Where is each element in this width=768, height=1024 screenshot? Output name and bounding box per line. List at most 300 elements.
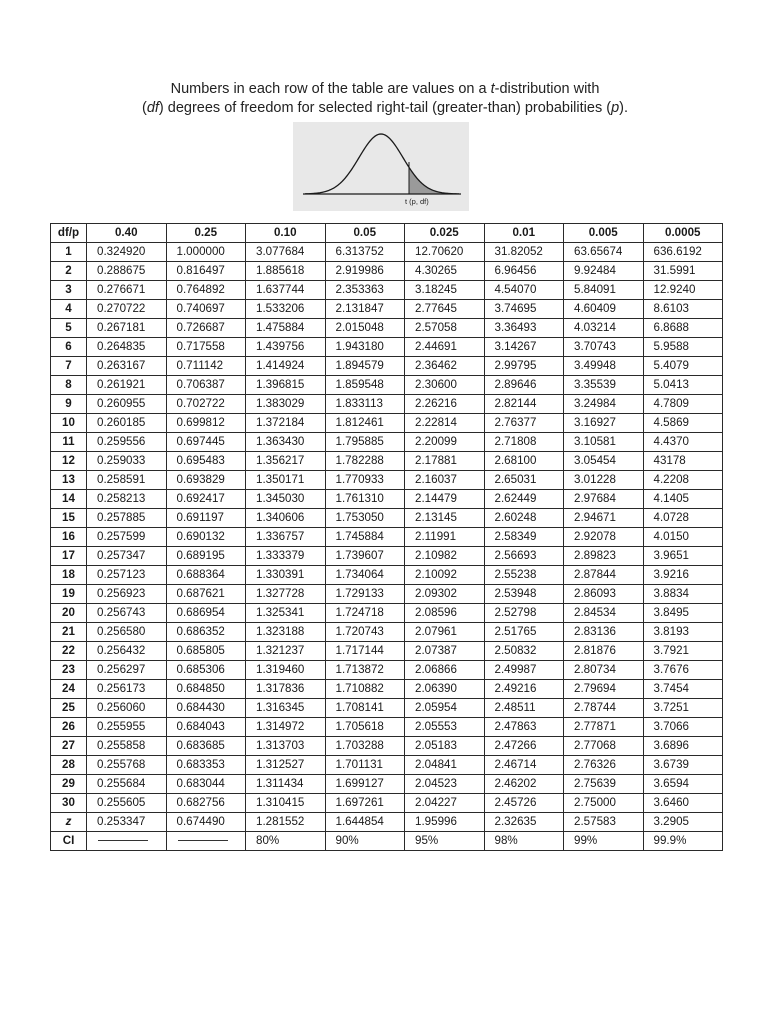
table-cell: 2.75000	[564, 794, 644, 813]
table-cell: 2.77871	[564, 718, 644, 737]
table-body	[51, 243, 723, 851]
table-cell: 0.324920	[87, 243, 167, 262]
table-cell: 1.319460	[246, 661, 326, 680]
table-cell: 0.690132	[166, 528, 246, 547]
table-row	[51, 376, 723, 395]
table-cell: 0.688364	[166, 566, 246, 585]
table-cell: 31.5991	[643, 262, 723, 281]
table-cell: 1.812461	[325, 414, 405, 433]
table-cell: 1.311434	[246, 775, 326, 794]
table-cell: 3.6739	[643, 756, 723, 775]
table-row	[51, 832, 723, 851]
table-cell: 4.5869	[643, 414, 723, 433]
row-label: 12	[51, 452, 87, 471]
table-cell: 3.6896	[643, 737, 723, 756]
table-cell: 63.65674	[564, 243, 644, 262]
table-cell: 2.07961	[405, 623, 485, 642]
table-cell: 1.697261	[325, 794, 405, 813]
table-cell	[87, 832, 167, 851]
table-cell: 0.259033	[87, 452, 167, 471]
table-cell: 3.9651	[643, 547, 723, 566]
table-cell: 2.86093	[564, 585, 644, 604]
table-cell: 1.770933	[325, 471, 405, 490]
table-cell: 3.2905	[643, 813, 723, 832]
row-label: 1	[51, 243, 87, 262]
table-cell: 3.7454	[643, 680, 723, 699]
table-cell: 90%	[325, 832, 405, 851]
table-cell: 0.687621	[166, 585, 246, 604]
table-cell: 4.54070	[484, 281, 564, 300]
caption-text: ) degrees of freedom for selected right-tail (greater-than) probabilities (	[158, 100, 612, 116]
table-cell: 0.270722	[87, 300, 167, 319]
table-cell: 3.24984	[564, 395, 644, 414]
table-cell: 1.703288	[325, 737, 405, 756]
table-row	[51, 509, 723, 528]
table-cell: 2.57058	[405, 319, 485, 338]
caption-p-symbol: p	[611, 100, 620, 116]
table-cell: 1.414924	[246, 357, 326, 376]
table-cell: 0.682756	[166, 794, 246, 813]
table-cell: 0.255955	[87, 718, 167, 737]
table-cell: 1.475884	[246, 319, 326, 338]
row-label: 9	[51, 395, 87, 414]
table-cell: 3.36493	[484, 319, 564, 338]
table-row	[51, 604, 723, 623]
table-cell: 1.943180	[325, 338, 405, 357]
table-cell: 1.313703	[246, 737, 326, 756]
row-label: 23	[51, 661, 87, 680]
table-cell: 8.6103	[643, 300, 723, 319]
table-cell: 3.05454	[564, 452, 644, 471]
table-cell: 3.7676	[643, 661, 723, 680]
caption-text: -distribution with	[494, 81, 600, 97]
table-cell: 4.4370	[643, 433, 723, 452]
table-cell: 2.06866	[405, 661, 485, 680]
table-row	[51, 661, 723, 680]
table-cell: 2.04841	[405, 756, 485, 775]
table-cell: 2.05553	[405, 718, 485, 737]
table-cell: 0.256173	[87, 680, 167, 699]
row-label: 10	[51, 414, 87, 433]
table-cell: 0.260955	[87, 395, 167, 414]
table-cell: 636.6192	[643, 243, 723, 262]
table-cell: 1.859548	[325, 376, 405, 395]
table-cell: 2.99795	[484, 357, 564, 376]
table-cell: 2.75639	[564, 775, 644, 794]
table-row	[51, 813, 723, 832]
table-cell: 0.257885	[87, 509, 167, 528]
table-row	[51, 414, 723, 433]
table-cell: 1.312527	[246, 756, 326, 775]
table-cell: 3.70743	[564, 338, 644, 357]
table-cell: 2.62449	[484, 490, 564, 509]
table-cell: 3.7066	[643, 718, 723, 737]
table-cell: 6.96456	[484, 262, 564, 281]
table-cell: 0.255605	[87, 794, 167, 813]
table-cell: 2.16037	[405, 471, 485, 490]
column-header: 0.005	[564, 224, 644, 243]
table-cell: 3.9216	[643, 566, 723, 585]
table-cell: 3.6460	[643, 794, 723, 813]
table-cell: 0.691197	[166, 509, 246, 528]
table-cell: 1.336757	[246, 528, 326, 547]
table-cell: 0.711142	[166, 357, 246, 376]
table-cell: 0.699812	[166, 414, 246, 433]
table-cell: 0.685306	[166, 661, 246, 680]
table-cell: 2.77645	[405, 300, 485, 319]
table-cell: 0.684430	[166, 699, 246, 718]
row-label: 15	[51, 509, 87, 528]
table-row	[51, 623, 723, 642]
table-cell: 2.56693	[484, 547, 564, 566]
table-cell: 0.288675	[87, 262, 167, 281]
table-cell: 31.82052	[484, 243, 564, 262]
table-cell: 0.253347	[87, 813, 167, 832]
table-cell: 2.79694	[564, 680, 644, 699]
table-caption	[90, 80, 680, 118]
table-cell: 0.261921	[87, 376, 167, 395]
critical-value-label: t (p, df)	[405, 197, 429, 206]
row-label: 2	[51, 262, 87, 281]
table-cell: 1.885618	[246, 262, 326, 281]
table-cell: 3.6594	[643, 775, 723, 794]
table-cell: 1.745884	[325, 528, 405, 547]
table-cell: 0.692417	[166, 490, 246, 509]
table-cell: 2.82144	[484, 395, 564, 414]
table-row	[51, 338, 723, 357]
table-cell: 1.637744	[246, 281, 326, 300]
bell-curve	[305, 134, 459, 194]
table-row	[51, 642, 723, 661]
row-label: 25	[51, 699, 87, 718]
table-cell: 12.9240	[643, 281, 723, 300]
table-cell: 2.57583	[564, 813, 644, 832]
table-cell: 2.10982	[405, 547, 485, 566]
table-row	[51, 737, 723, 756]
table-cell: 2.05183	[405, 737, 485, 756]
table-row	[51, 395, 723, 414]
table-cell: 1.701131	[325, 756, 405, 775]
table-cell: 2.49216	[484, 680, 564, 699]
table-cell: 3.8834	[643, 585, 723, 604]
table-cell: 3.74695	[484, 300, 564, 319]
table-cell: 2.26216	[405, 395, 485, 414]
table-cell: 1.310415	[246, 794, 326, 813]
table-row	[51, 281, 723, 300]
table-cell: 5.9588	[643, 338, 723, 357]
table-cell: 2.13145	[405, 509, 485, 528]
table-cell: 0.684043	[166, 718, 246, 737]
table-cell: 1.340606	[246, 509, 326, 528]
table-cell: 2.131847	[325, 300, 405, 319]
table-cell: 1.644854	[325, 813, 405, 832]
table-cell: 2.84534	[564, 604, 644, 623]
table-cell: 0.702722	[166, 395, 246, 414]
table-cell: 2.81876	[564, 642, 644, 661]
row-label: 8	[51, 376, 87, 395]
column-header: 0.0005	[643, 224, 723, 243]
column-header: 0.25	[166, 224, 246, 243]
table-cell: 1.894579	[325, 357, 405, 376]
table-cell: 0.684850	[166, 680, 246, 699]
table-cell: 2.48511	[484, 699, 564, 718]
table-cell: 1.321237	[246, 642, 326, 661]
table-cell: 3.7921	[643, 642, 723, 661]
table-cell: 2.04523	[405, 775, 485, 794]
dash-placeholder	[98, 840, 148, 841]
row-label: 16	[51, 528, 87, 547]
t-distribution-curve-figure	[293, 122, 469, 211]
table-cell: 2.47266	[484, 737, 564, 756]
table-cell: 0.256060	[87, 699, 167, 718]
table-cell: 1.350171	[246, 471, 326, 490]
table-row	[51, 699, 723, 718]
table-cell: 0.764892	[166, 281, 246, 300]
caption-text: Numbers in each row of the table are values on a	[170, 81, 491, 97]
table-cell: 1.95996	[405, 813, 485, 832]
table-cell: 2.94671	[564, 509, 644, 528]
table-cell: 3.14267	[484, 338, 564, 357]
column-header: 0.10	[246, 224, 326, 243]
table-cell: 2.14479	[405, 490, 485, 509]
table-cell: 2.353363	[325, 281, 405, 300]
table-row	[51, 490, 723, 509]
right-tail-shaded-area	[409, 167, 459, 194]
table-cell: 2.015048	[325, 319, 405, 338]
table-cell: 0.255858	[87, 737, 167, 756]
row-label: 13	[51, 471, 87, 490]
table-header	[51, 224, 723, 243]
row-label: 27	[51, 737, 87, 756]
caption-t-symbol: t	[490, 81, 495, 97]
table-cell: 4.7809	[643, 395, 723, 414]
table-cell: 0.697445	[166, 433, 246, 452]
table-cell: 2.51765	[484, 623, 564, 642]
table-cell: 6.8688	[643, 319, 723, 338]
row-label: z	[51, 813, 87, 832]
table-row	[51, 547, 723, 566]
table-cell: 2.20099	[405, 433, 485, 452]
table-cell: 1.710882	[325, 680, 405, 699]
table-cell: 2.71808	[484, 433, 564, 452]
row-label: 11	[51, 433, 87, 452]
table-cell: 0.257123	[87, 566, 167, 585]
row-label: CI	[51, 832, 87, 851]
table-cell: 9.92484	[564, 262, 644, 281]
table-cell: 1.705618	[325, 718, 405, 737]
table-cell: 1.739607	[325, 547, 405, 566]
table-cell: 2.77068	[564, 737, 644, 756]
table-row	[51, 452, 723, 471]
table-cell: 0.256923	[87, 585, 167, 604]
table-cell: 0.685805	[166, 642, 246, 661]
row-label: 6	[51, 338, 87, 357]
table-cell: 2.05954	[405, 699, 485, 718]
table-cell: 1.383029	[246, 395, 326, 414]
table-cell: 1.713872	[325, 661, 405, 680]
row-label: 4	[51, 300, 87, 319]
table-cell: 2.53948	[484, 585, 564, 604]
table-cell: 0.264835	[87, 338, 167, 357]
dash-placeholder	[178, 840, 228, 841]
table-cell: 4.0728	[643, 509, 723, 528]
table-row	[51, 433, 723, 452]
t-distribution-table	[50, 223, 723, 851]
table-row	[51, 319, 723, 338]
table-cell: 4.60409	[564, 300, 644, 319]
table-cell: 2.68100	[484, 452, 564, 471]
table-cell: 2.83136	[564, 623, 644, 642]
table-row	[51, 300, 723, 319]
table-cell: 1.325341	[246, 604, 326, 623]
row-label: 28	[51, 756, 87, 775]
table-cell: 2.46202	[484, 775, 564, 794]
row-label: 29	[51, 775, 87, 794]
table-cell: 0.686954	[166, 604, 246, 623]
table-cell: 1.333379	[246, 547, 326, 566]
table-cell: 5.0413	[643, 376, 723, 395]
row-label: 17	[51, 547, 87, 566]
table-cell: 0.259556	[87, 433, 167, 452]
table-cell: 1.330391	[246, 566, 326, 585]
table-cell: 0.717558	[166, 338, 246, 357]
row-label: 20	[51, 604, 87, 623]
table-cell: 2.50832	[484, 642, 564, 661]
table-cell: 43178	[643, 452, 723, 471]
table-cell: 1.720743	[325, 623, 405, 642]
table-cell: 2.76377	[484, 414, 564, 433]
table-cell: 2.87844	[564, 566, 644, 585]
table-cell: 99.9%	[643, 832, 723, 851]
table-cell: 2.10092	[405, 566, 485, 585]
table-cell: 2.78744	[564, 699, 644, 718]
table-cell: 1.356217	[246, 452, 326, 471]
table-cell: 1.345030	[246, 490, 326, 509]
row-label: 19	[51, 585, 87, 604]
row-label: 21	[51, 623, 87, 642]
caption-line-2	[90, 99, 680, 118]
table-cell: 3.01228	[564, 471, 644, 490]
table-cell: 4.2208	[643, 471, 723, 490]
table-cell: 3.18245	[405, 281, 485, 300]
table-cell: 2.07387	[405, 642, 485, 661]
table-cell: 1.753050	[325, 509, 405, 528]
table-cell: 2.65031	[484, 471, 564, 490]
table-cell: 0.257347	[87, 547, 167, 566]
table-cell: 1.699127	[325, 775, 405, 794]
table-cell: 0.276671	[87, 281, 167, 300]
table-cell: 0.255768	[87, 756, 167, 775]
table-cell: 0.256297	[87, 661, 167, 680]
table-row	[51, 718, 723, 737]
column-header: 0.025	[405, 224, 485, 243]
table-cell: 3.8495	[643, 604, 723, 623]
table-cell: 2.22814	[405, 414, 485, 433]
column-header: 0.40	[87, 224, 167, 243]
table-cell: 2.76326	[564, 756, 644, 775]
table-cell: 3.8193	[643, 623, 723, 642]
table-cell: 1.795885	[325, 433, 405, 452]
table-cell: 0.726687	[166, 319, 246, 338]
table-cell: 2.36462	[405, 357, 485, 376]
table-cell: 2.47863	[484, 718, 564, 737]
caption-text: ).	[619, 100, 628, 116]
table-cell: 0.695483	[166, 452, 246, 471]
table-cell: 4.1405	[643, 490, 723, 509]
column-header: 0.05	[325, 224, 405, 243]
table-cell: 2.09302	[405, 585, 485, 604]
table-cell: 0.257599	[87, 528, 167, 547]
table-cell: 4.30265	[405, 262, 485, 281]
caption-line-1	[90, 80, 680, 99]
table-cell: 2.04227	[405, 794, 485, 813]
table-row	[51, 471, 723, 490]
table-cell: 0.255684	[87, 775, 167, 794]
table-cell: 0.256743	[87, 604, 167, 623]
table-cell: 1.724718	[325, 604, 405, 623]
table-cell: 2.06390	[405, 680, 485, 699]
table-cell: 2.919986	[325, 262, 405, 281]
table-cell: 0.674490	[166, 813, 246, 832]
table-cell: 1.317836	[246, 680, 326, 699]
table-cell: 1.000000	[166, 243, 246, 262]
row-label: 7	[51, 357, 87, 376]
table-row	[51, 794, 723, 813]
row-label: 18	[51, 566, 87, 585]
table-cell: 99%	[564, 832, 644, 851]
row-label: 14	[51, 490, 87, 509]
table-cell: 2.55238	[484, 566, 564, 585]
table-cell: 1.708141	[325, 699, 405, 718]
table-cell: 98%	[484, 832, 564, 851]
row-label: 22	[51, 642, 87, 661]
table-cell: 1.782288	[325, 452, 405, 471]
table-cell: 3.35539	[564, 376, 644, 395]
table-cell: 2.32635	[484, 813, 564, 832]
table-cell: 1.281552	[246, 813, 326, 832]
table-cell: 0.683353	[166, 756, 246, 775]
table-cell: 0.256580	[87, 623, 167, 642]
table-row	[51, 775, 723, 794]
table-row	[51, 262, 723, 281]
table-row	[51, 756, 723, 775]
table-cell: 0.816497	[166, 262, 246, 281]
table-cell: 0.263167	[87, 357, 167, 376]
table-cell: 5.84091	[564, 281, 644, 300]
column-header: 0.01	[484, 224, 564, 243]
table-cell: 1.439756	[246, 338, 326, 357]
table-cell: 1.533206	[246, 300, 326, 319]
table-cell: 4.0150	[643, 528, 723, 547]
table-cell: 3.7251	[643, 699, 723, 718]
table-cell: 2.08596	[405, 604, 485, 623]
table-cell: 2.30600	[405, 376, 485, 395]
header-row	[51, 224, 723, 243]
table-cell: 2.58349	[484, 528, 564, 547]
table-cell: 0.683685	[166, 737, 246, 756]
table-cell: 1.833113	[325, 395, 405, 414]
table-cell: 2.46714	[484, 756, 564, 775]
table-cell: 2.80734	[564, 661, 644, 680]
table-cell: 0.706387	[166, 376, 246, 395]
t-distribution-curve-svg	[293, 122, 469, 211]
table-cell: 95%	[405, 832, 485, 851]
caption-text: (	[141, 100, 147, 116]
row-label: 5	[51, 319, 87, 338]
table-cell: 3.16927	[564, 414, 644, 433]
caption-df-symbol: df	[146, 100, 159, 116]
table-cell: 5.4079	[643, 357, 723, 376]
